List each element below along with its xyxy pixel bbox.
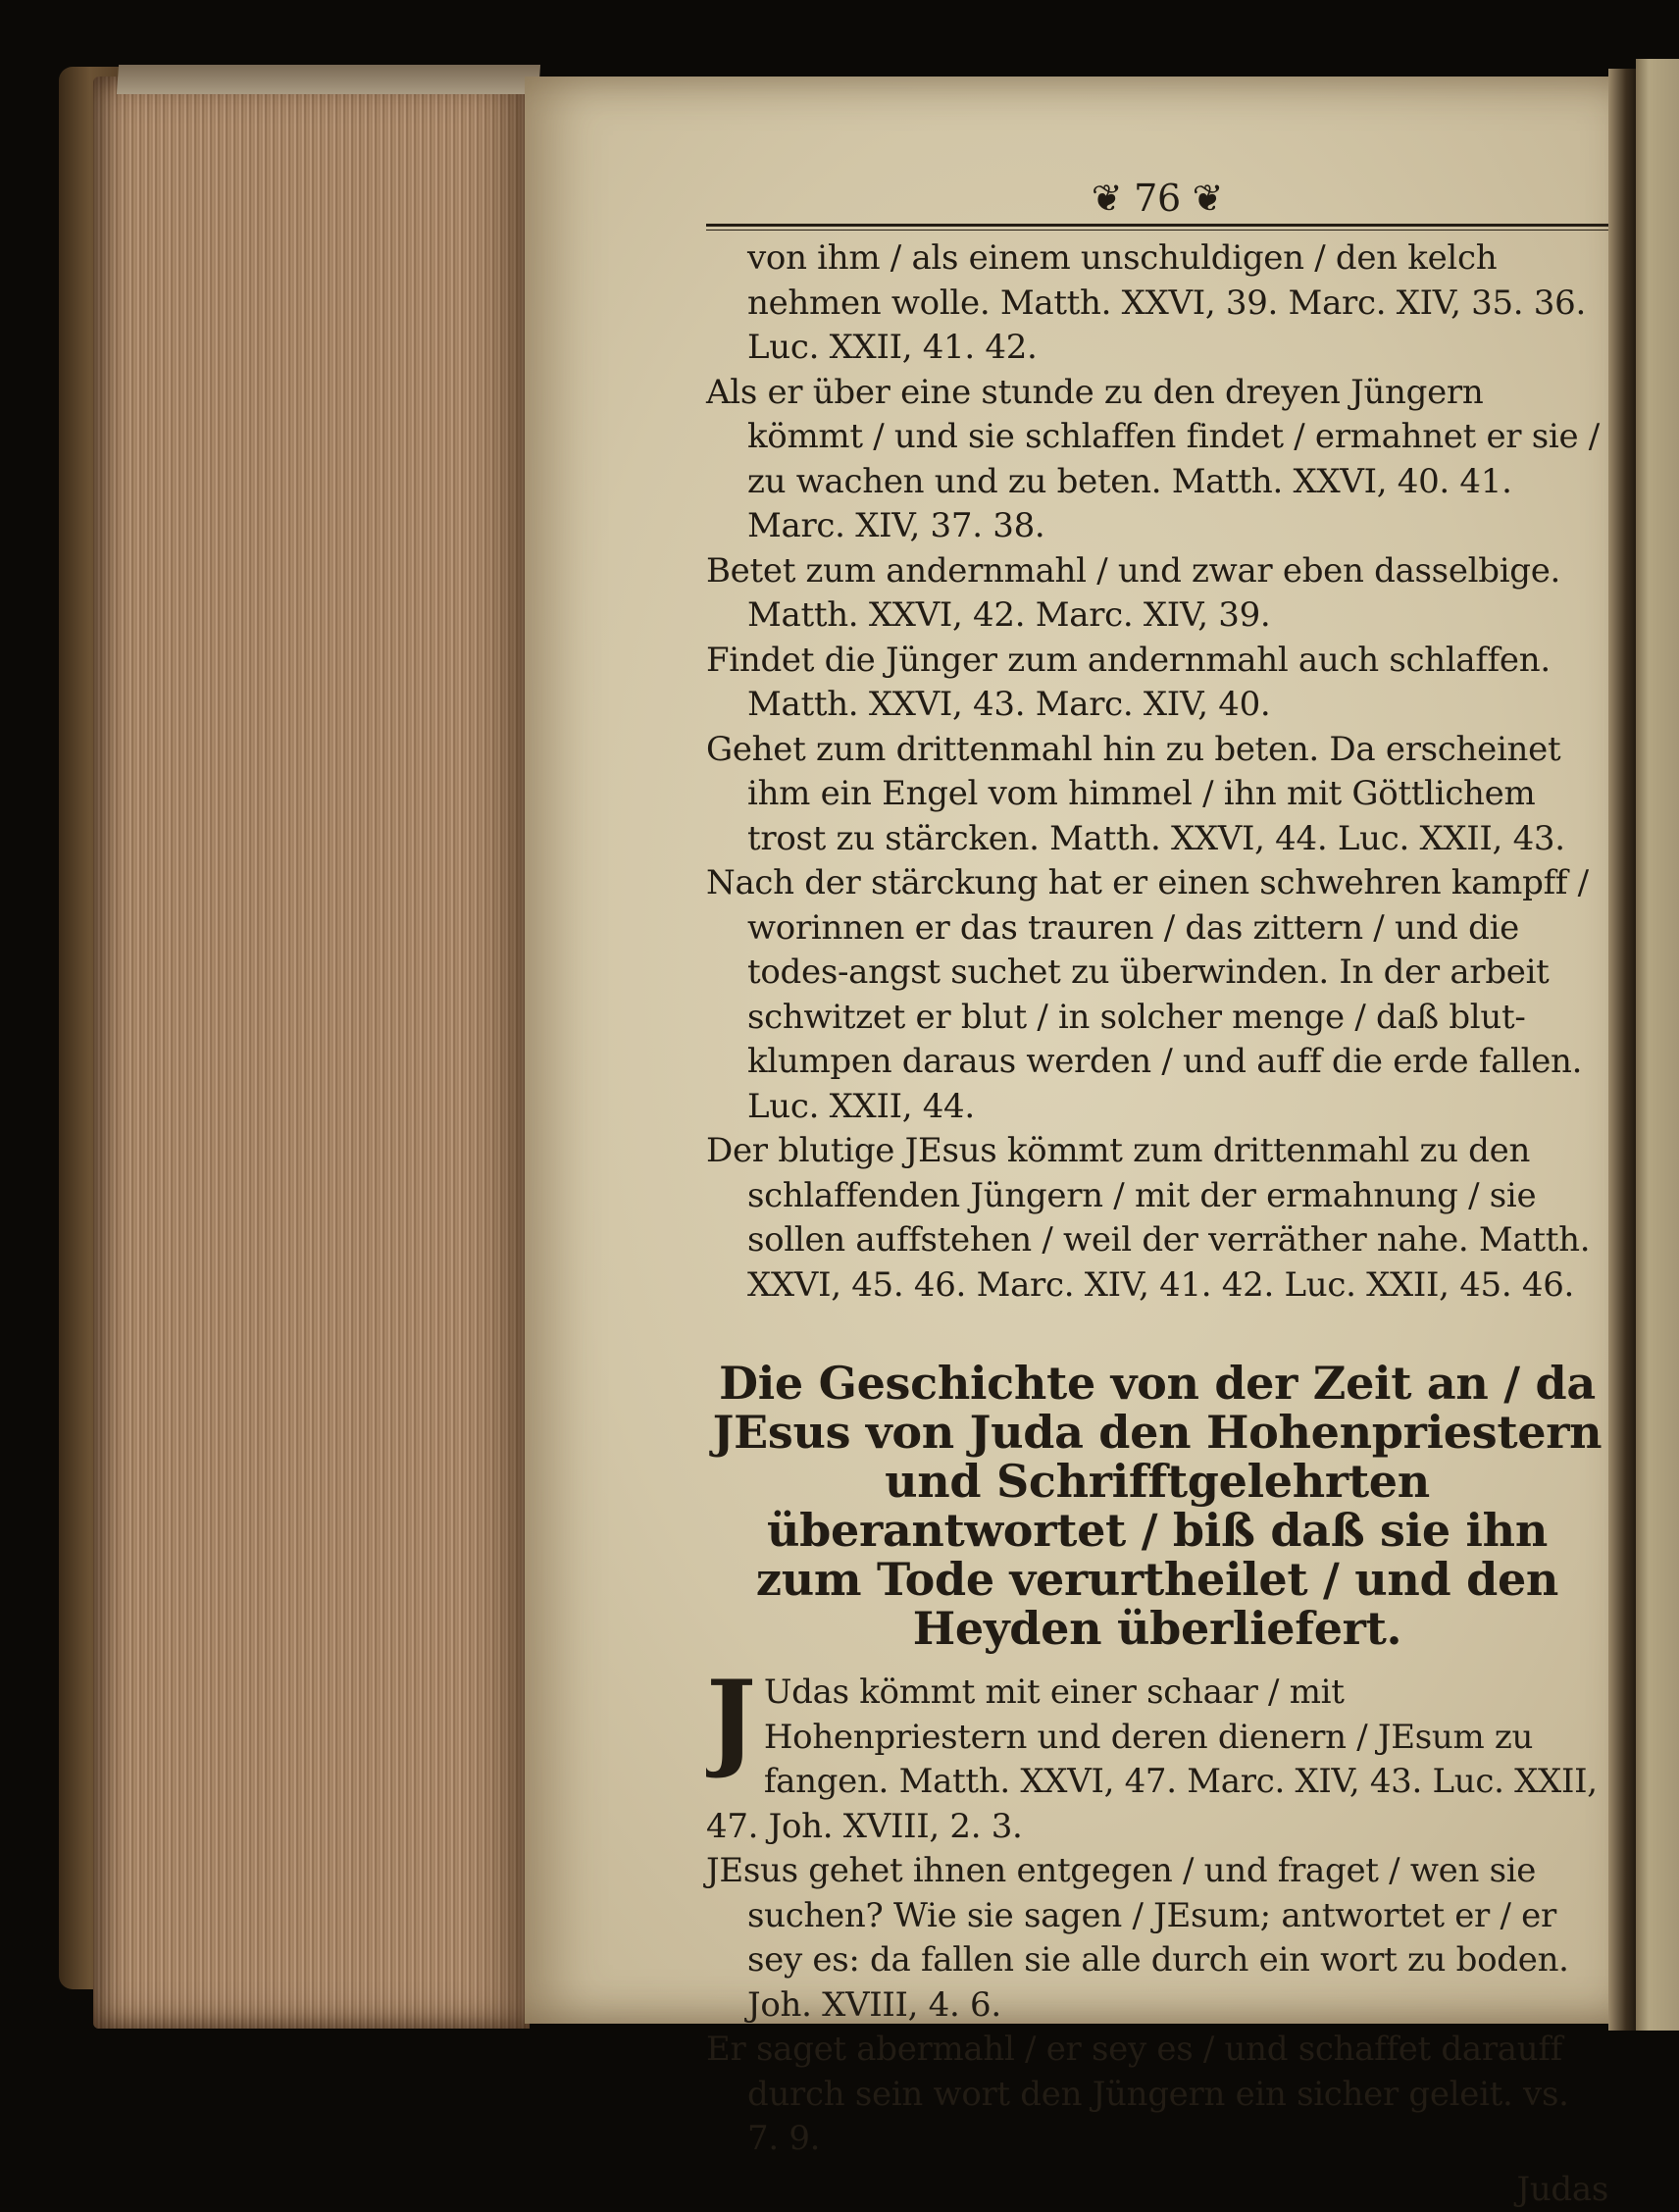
page-stack [93,77,530,2029]
text-entry: Nach der stärckung hat er einen schwehren kampff / worinnen er das trauren / das zittern / und die todes-angst suchet zu überwinden. In der arbeit schwitzet er blut / in solcher menge / daß blut-klumpen daraus werden / und auff die erde fallen. Luc. XXII, 44. [706,861,1608,1129]
text-entry: Er saget abermahl / er sey es / und schaffet darauff durch sein wort den Jüngern ein sicher geleit. vs. 7. 9. [706,2028,1608,2162]
page-number: ❦ 76 ❦ [706,177,1608,222]
catchword: Judas [706,2168,1608,2212]
text-entry: Als er über eine stunde zu den dreyen Jüngern kömmt / und sie schlaffen findet / ermahnet er sie / zu wachen und zu beten. Matth. XXVI, 40. 41. Marc. XIV, 37. 38. [706,371,1608,549]
text-entry: Der blutige JEsus kömmt zum drittenmahl zu den schlaffenden Jüngern / mit der ermahnung / sie sollen auffstehen / weil der verräther nahe. Matth. XXVI, 45. 46. Marc. XIV, 41. 42. Luc. XXII, 45. 46. [706,1129,1608,1308]
text-entry: Betet zum andernmahl / und zwar eben dasselbige. Matth. XXVI, 42. Marc. XIV, 39. [706,549,1608,639]
page-text [706,177,1608,2212]
text-entry: von ihm / als einem unschuldigen / den kelch nehmen wolle. Matth. XXVI, 39. Marc. XIV, 35. 36. Luc. XXII, 41. 42. [706,236,1608,371]
text-entry: Findet die Jünger zum andernmahl auch schlaffen. Matth. XXVI, 43. Marc. XIV, 40. [706,639,1608,728]
header-rule [706,224,1608,231]
text-entry: JEsus gehet ihnen entgegen / und fraget / wen sie suchen? Wie sie sagen / JEsum; antwortet er / er sey es: da fallen sie alle durch ein wort zu boden. Joh. XVIII, 4. 6. [706,1849,1608,2028]
section-first-entry [706,1671,1608,1849]
section-first-text: Udas kömmt mit einer schaar / mit Hohenpriestern und deren dienern / JEsum zu fangen. Matth. XXVI, 47. Marc. XIV, 43. Luc. XXII, 47. Joh. XVIII, 2. 3. [706,1672,1598,1846]
text-entry: Gehet zum drittenmahl hin zu beten. Da erscheinet ihm ein Engel vom himmel / ihn mit Göttlichem trost zu stärcken. Matth. XXVI, 44. Luc. XXII, 43. [706,728,1608,862]
facing-page-edge [1636,59,1679,2031]
book-gutter [1608,69,1638,2031]
section-heading: Die Geschichte von der Zeit an / da JEsus von Juda den Hohenpriestern und Schrifftgelehrten überantwortet / biß daß sie ihn zum Tode verurtheilet / und den Heyden überliefert. [706,1359,1608,1653]
page-stack-top [117,65,540,94]
drop-initial: J [706,1671,756,1765]
